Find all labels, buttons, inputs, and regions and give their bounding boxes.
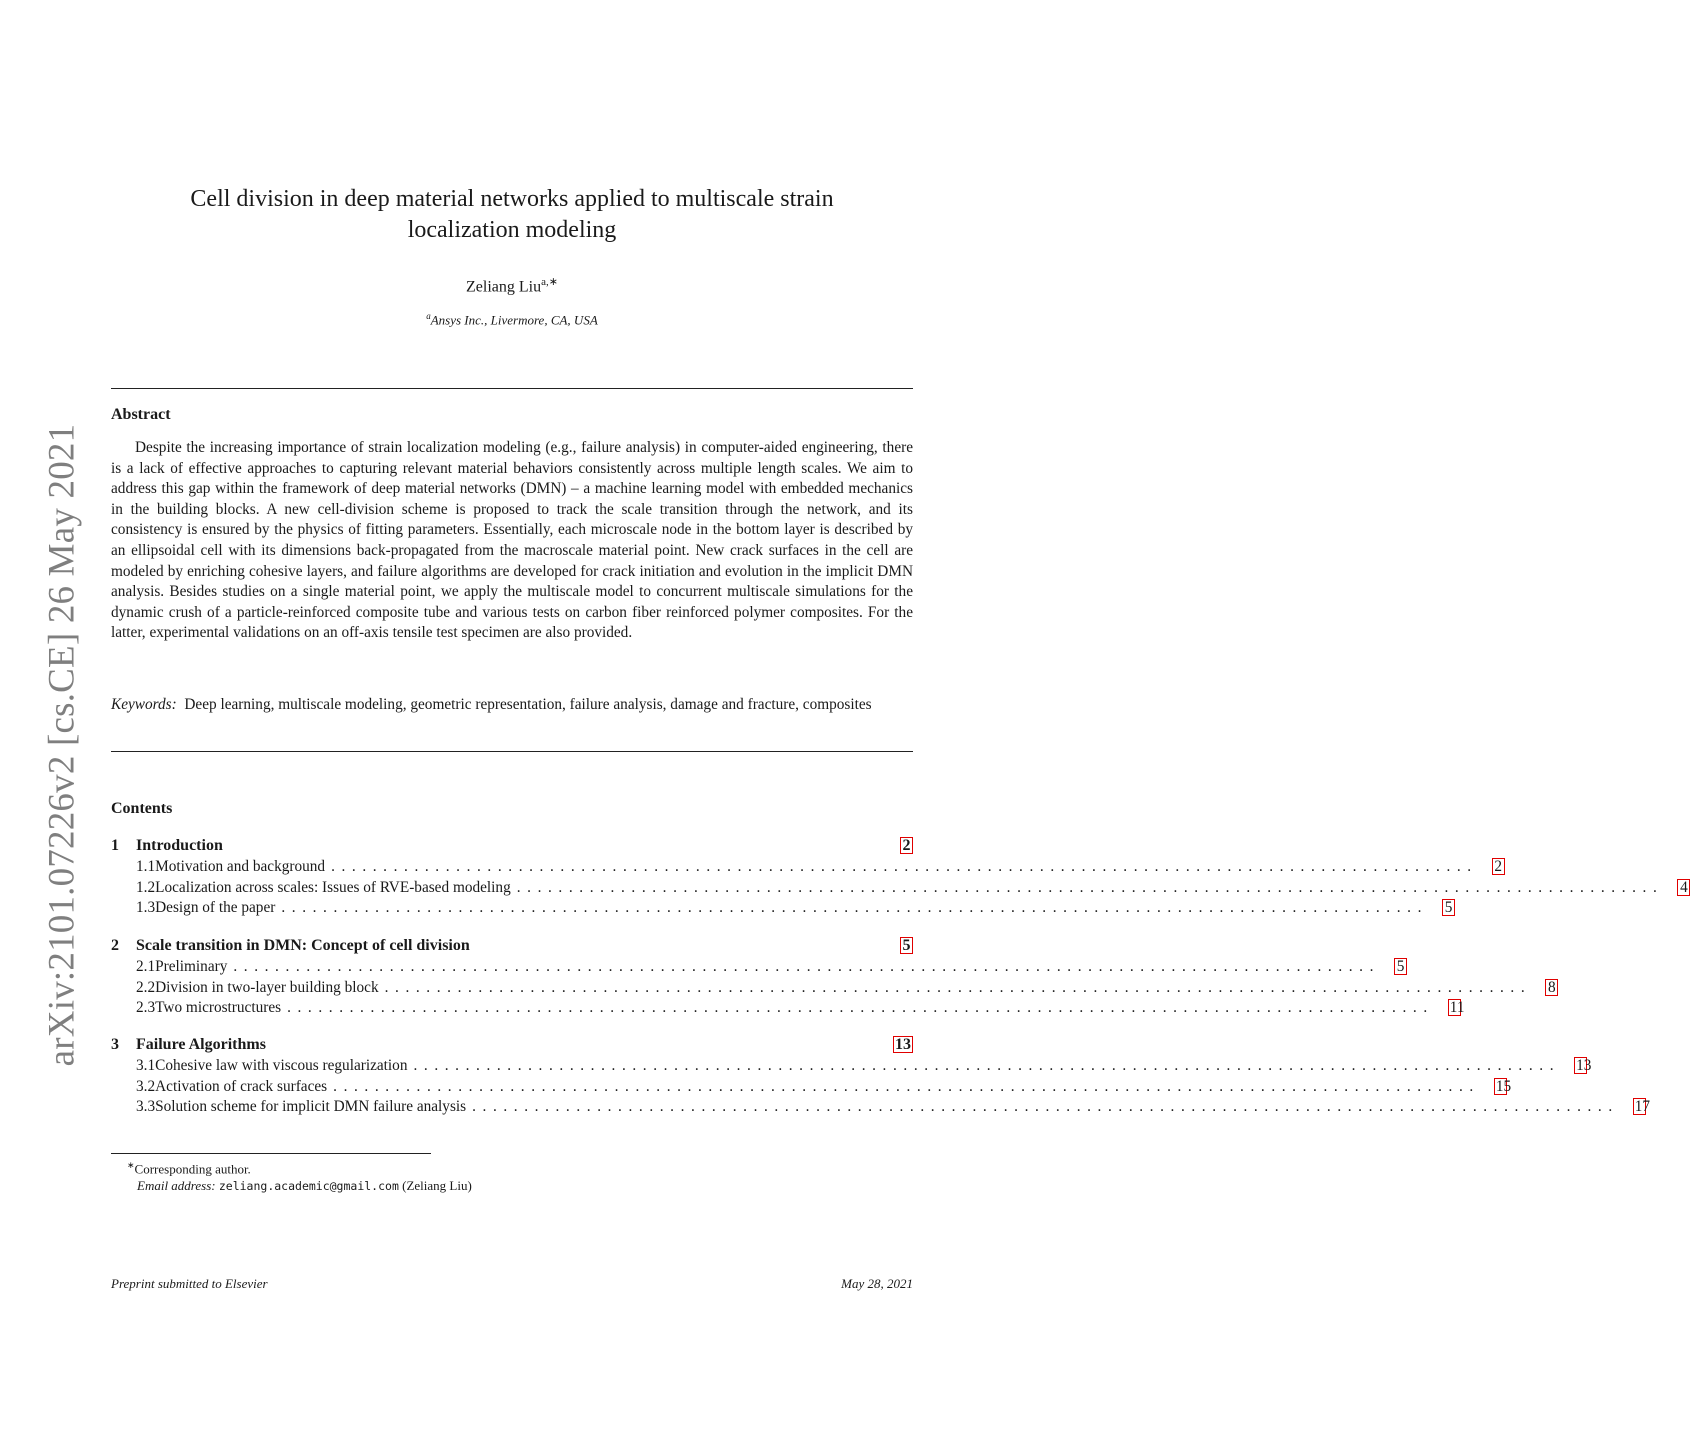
email-name: (Zeliang Liu) (402, 1178, 472, 1194)
toc-section-row[interactable] (111, 937, 913, 958)
keywords-text: Deep learning, multiscale modeling, geometric representation, failure analysis, damage and fracture, composites (184, 696, 872, 713)
email-note (111, 1177, 472, 1195)
email-label: Email address: (137, 1178, 216, 1194)
preprint-note: Preprint submitted to Elsevier (111, 1276, 268, 1291)
subsection-title[interactable]: Localization across scales: Issues of RVE-based modeling (155, 878, 511, 896)
subsection-number: 2.2 (136, 978, 156, 996)
toc-subsection-row[interactable] (111, 899, 1453, 920)
dot-leader: .............................................................................................................. (384, 978, 1532, 996)
subsection-title[interactable]: Motivation and background (155, 858, 326, 875)
author-marks: a,∗ (541, 276, 558, 288)
author (112, 275, 912, 296)
subsection-title[interactable]: Division in two-layer building block (155, 978, 379, 996)
toc-subsection-row[interactable] (111, 978, 1556, 1000)
page-link[interactable]: 8 (1545, 979, 1558, 996)
toc-subsection-row[interactable] (111, 1077, 1512, 1099)
section-title[interactable]: Failure Algorithms (136, 1036, 266, 1053)
page-link[interactable]: 2 (900, 837, 913, 854)
affiliation-mark: a (426, 311, 431, 321)
subsection-number: 2.1 (136, 958, 156, 975)
dot-leader: .............................................................................................................. (472, 1098, 1619, 1116)
dot-leader: .............................................................................................................. (333, 1077, 1480, 1095)
toc-subsection-row[interactable] (111, 999, 1465, 1020)
page-link[interactable]: 13 (895, 1036, 911, 1053)
corresponding-author-note (111, 1157, 472, 1177)
abstract-top-rule (111, 388, 913, 389)
dot-leader: .............................................................................................................. (287, 999, 1434, 1017)
section-number: 3 (111, 1036, 119, 1053)
toc-section-1 (111, 837, 1688, 920)
subsection-title[interactable]: Two microstructures (155, 999, 282, 1017)
affiliation-text: Ansys Inc., Livermore, CA, USA (430, 312, 598, 328)
page-link[interactable]: 11 (1449, 999, 1465, 1017)
email-link[interactable]: zeliang.academic@gmail.com (218, 1179, 399, 1194)
arxiv-identifier: arXiv:2101.07226v2 [cs.CE] 26 May 2021 (41, 423, 83, 1067)
page-link[interactable]: 15 (1495, 1077, 1512, 1095)
keywords-label: Keywords: (111, 696, 177, 713)
paper-title (112, 184, 912, 246)
affiliation (112, 311, 912, 328)
subsection-number: 3.2 (136, 1077, 156, 1095)
subsection-number: 3.3 (136, 1098, 156, 1116)
page-link[interactable]: 17 (1634, 1098, 1651, 1116)
toc-subsection-row[interactable] (111, 1098, 1651, 1119)
footnote-rule (111, 1153, 431, 1154)
subsection-number: 1.3 (136, 899, 156, 917)
corresponding-text: Corresponding author. (134, 1161, 251, 1177)
abstract-text: Despite the increasing importance of strain localization modeling (e.g., failure analysis) in computer-aided engineering, there is a lack of effective approaches to capturing relevant material behaviors consistently across multiple length scales. We aim to address this gap within the framework of deep material networks (DMN) – a machine learning model with embedded mechanics in the building blocks. A new cell-division scheme is proposed to track the scale transition through the network, and its consistency is ensured by the physics of fitting parameters. Essentially, each microscale node in the bottom layer is described by an ellipsoidal cell with its dimensions back-propagated from the macroscale material point. New crack surfaces in the cell are modeled by enriching cohesive layers, and failure algorithms are developed for crack initiation and evolution in the implicit DMN analysis. Besides studies on a single material point, we apply the multiscale model to concurrent multiscale simulations for the dynamic crush of a particle-reinforced composite tube and various tests on carbon fiber reinforced polymer composites. For the latter, experimental validations on an off-axis tensile test specimen are also provided. (111, 439, 913, 642)
section-title[interactable]: Scale transition in DMN: Concept of cell division (136, 937, 470, 954)
subsection-title[interactable]: Activation of crack surfaces (155, 1077, 328, 1095)
abstract-heading: Abstract (111, 406, 171, 423)
dot-leader: .............................................................................................................. (331, 858, 1478, 875)
preprint-date: May 28, 2021 (841, 1276, 913, 1291)
toc-section-row[interactable] (111, 1036, 913, 1057)
page-link[interactable]: 5 (1394, 958, 1407, 975)
keywords (111, 695, 913, 716)
author-name: Zeliang Liu (466, 278, 542, 296)
section-number: 1 (111, 837, 119, 854)
subsection-title[interactable]: Preliminary (155, 958, 228, 975)
toc-section-2 (111, 937, 1556, 1020)
subsection-title[interactable]: Design of the paper (155, 899, 276, 917)
toc-subsection-row[interactable] (111, 858, 1503, 879)
subsection-number: 1.1 (136, 858, 156, 875)
abstract-bottom-rule (111, 751, 913, 752)
dot-leader: .............................................................................................................. (413, 1057, 1561, 1074)
toc-subsection-row[interactable] (111, 958, 1405, 979)
page-link[interactable]: 2 (1492, 858, 1505, 875)
subsection-number: 3.1 (136, 1057, 156, 1074)
dot-leader: .............................................................................................................. (516, 878, 1664, 896)
page-link[interactable]: 5 (1442, 899, 1455, 916)
contents-heading: Contents (111, 800, 173, 817)
toc-subsection-row[interactable] (111, 878, 1688, 900)
title-line-2: localization modeling (407, 217, 617, 243)
page-link[interactable]: 4 (1677, 879, 1690, 896)
dot-leader: .............................................................................................................. (233, 958, 1381, 975)
dot-leader: .............................................................................................................. (281, 899, 1429, 917)
page-link[interactable]: 5 (900, 937, 913, 954)
toc-section-3 (111, 1036, 1651, 1119)
page-link[interactable]: 13 (1576, 1057, 1592, 1074)
subsection-title[interactable]: Cohesive law with viscous regularization (155, 1057, 408, 1074)
subsection-number: 1.2 (136, 878, 156, 896)
toc-subsection-row[interactable] (111, 1057, 1592, 1078)
footnote-mark: ∗ (127, 1160, 135, 1170)
section-title[interactable]: Introduction (136, 837, 223, 854)
subsection-title[interactable]: Solution scheme for implicit DMN failure analysis (155, 1098, 467, 1116)
title-line-1: Cell division in deep material networks applied to multiscale strain (190, 186, 834, 212)
footnote (111, 1157, 472, 1195)
section-number: 2 (111, 937, 119, 954)
toc-section-row[interactable] (111, 837, 913, 858)
subsection-number: 2.3 (136, 999, 156, 1017)
